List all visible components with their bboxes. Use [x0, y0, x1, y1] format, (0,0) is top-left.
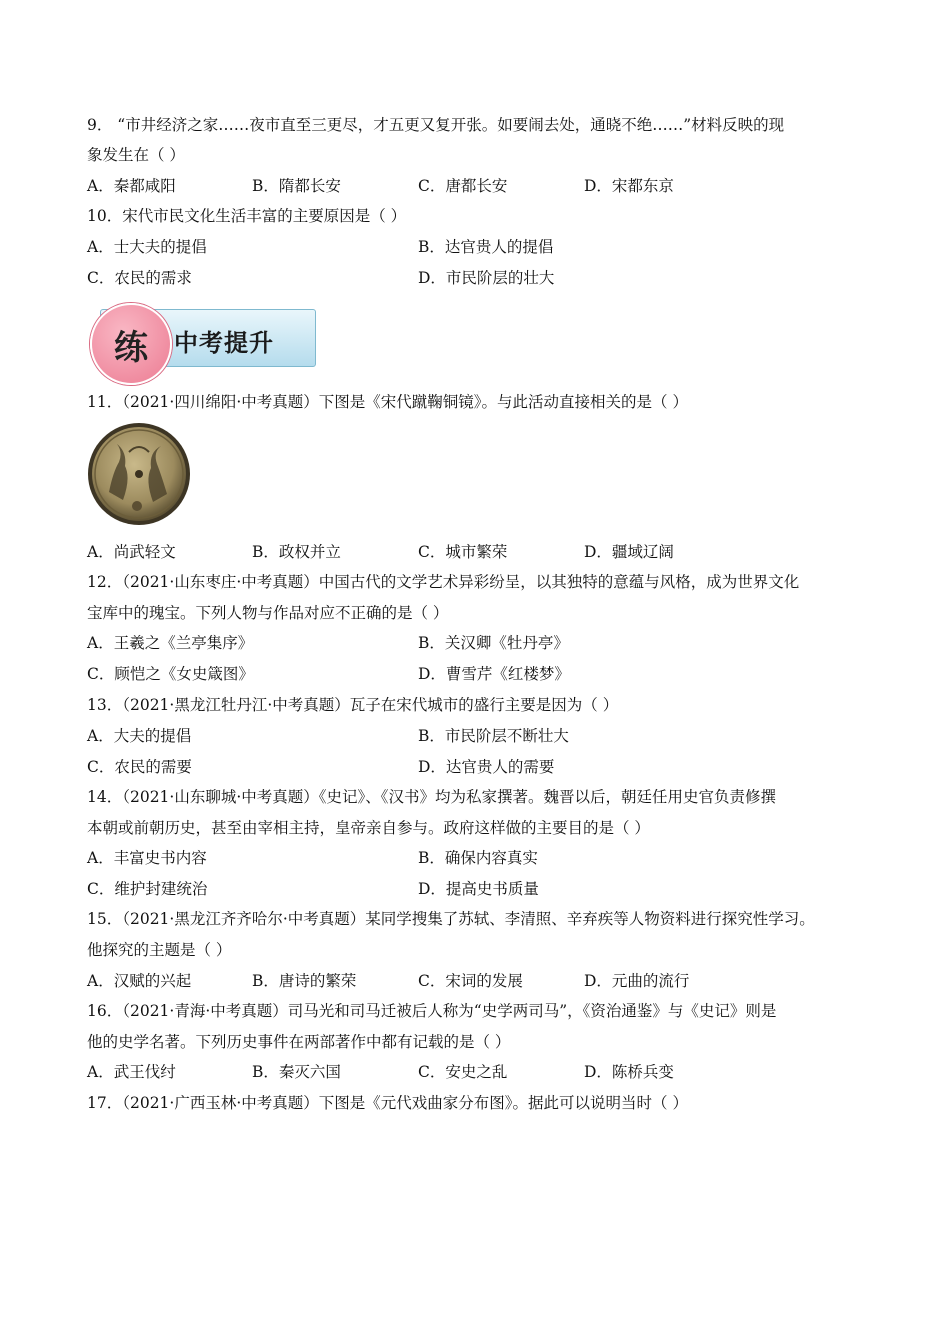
q12-option-b: B．关汉卿《牡丹亭》: [418, 634, 569, 652]
q15-stem-line1: 15．（2021·黑龙江齐齐哈尔·中考真题）某同学搜集了苏轼、李清照、辛弃疾等人物资料进行探究性学习。: [87, 910, 815, 928]
q13-stem: 13．（2021·黑龙江牡丹江·中考真题）瓦子在宋代城市的盛行主要是因为（ ）: [87, 696, 619, 714]
q16-option-a: A．武王伐纣: [87, 1063, 176, 1081]
q16-option-b: B．秦灭六国: [252, 1063, 341, 1081]
q12-option-a: A．王羲之《兰亭集序》: [87, 634, 254, 652]
q14-option-d: D．提高史书质量: [418, 880, 539, 898]
q14-stem-line2: 本朝或前朝历史，甚至由宰相主持，皇帝亲自参与。政府这样做的主要目的是（ ）: [87, 819, 650, 837]
q9-option-c: C．唐都长安: [418, 177, 508, 195]
q16-option-c: C．安史之乱: [418, 1063, 508, 1081]
q14-option-b: B．确保内容真实: [418, 849, 538, 867]
q14-option-a: A．丰富史书内容: [87, 849, 207, 867]
q9-option-d: D．宋都东京: [584, 177, 674, 195]
q9-option-a: A．秦都咸阳: [87, 177, 176, 195]
section-banner: [90, 309, 316, 367]
q15-option-a: A．汉赋的兴起: [87, 972, 192, 990]
q12-option-d: D．曹雪芹《红楼梦》: [418, 665, 570, 683]
q10-option-a: A．士大夫的提倡: [87, 238, 207, 256]
q13-option-b: B．市民阶层不断壮大: [418, 727, 569, 745]
banner-title: 中考提升: [174, 329, 274, 357]
q11-option-b: B．政权并立: [252, 543, 341, 561]
q12-stem-line2: 宝库中的瑰宝。下列人物与作品对应不正确的是（ ）: [87, 604, 449, 622]
q9-stem-line1: 9． “市井经济之家……夜市直至三更尽，才五更又复开张。如要闹去处，通晓不绝……”材料反映的现: [87, 116, 785, 134]
q16-stem-line1: 16．（2021·青海·中考真题）司马光和司马迁被后人称为“史学两司马”，《资治通鉴》与《史记》则是: [87, 1002, 777, 1020]
q11-stem: 11．（2021·四川绵阳·中考真题）下图是《宋代蹴鞠铜镜》。与此活动直接相关的是（ ）: [87, 393, 688, 411]
bronze-mirror-image: [87, 422, 191, 526]
q13-option-d: D．达官贵人的需要: [418, 758, 555, 776]
q10-option-d: D．市民阶层的壮大: [418, 269, 555, 287]
q16-option-d: D．陈桥兵变: [584, 1063, 674, 1081]
q12-option-c: C．顾恺之《女史箴图》: [87, 665, 254, 683]
q10-stem: 10．宋代市民文化生活丰富的主要原因是（ ）: [87, 207, 407, 225]
q11-option-d: D．疆域辽阔: [584, 543, 674, 561]
q10-option-b: B．达官贵人的提倡: [418, 238, 554, 256]
q16-stem-line2: 他的史学名著。下列历史事件在两部著作中都有记载的是（ ）: [87, 1033, 511, 1051]
q11-option-a: A．尚武轻文: [87, 543, 176, 561]
q13-option-a: A．大夫的提倡: [87, 727, 192, 745]
q12-stem-line1: 12．（2021·山东枣庄·中考真题）中国古代的文学艺术异彩纷呈，以其独特的意蕴与风格，成为世界文化: [87, 573, 800, 591]
q14-stem-line1: 14．（2021·山东聊城·中考真题）《史记》、《汉书》均为私家撰著。魏晋以后，朝廷任用史官负责修撰: [87, 788, 777, 806]
q15-stem-line2: 他探究的主题是（ ）: [87, 941, 232, 959]
q15-option-b: B．唐诗的繁荣: [252, 972, 357, 990]
q15-option-d: D．元曲的流行: [584, 972, 690, 990]
banner-circle-text: 练: [114, 327, 148, 368]
q15-option-c: C．宋词的发展: [418, 972, 523, 990]
q13-option-c: C．农民的需要: [87, 758, 192, 776]
q11-option-c: C．城市繁荣: [418, 543, 508, 561]
q9-option-b: B．隋都长安: [252, 177, 341, 195]
q9-stem-line2: 象发生在（ ）: [87, 146, 185, 164]
banner-circle-badge: [90, 303, 172, 385]
q10-option-c: C．农民的需求: [87, 269, 192, 287]
q14-option-c: C．维护封建统治: [87, 880, 208, 898]
q17-stem: 17．（2021·广西玉林·中考真题）下图是《元代戏曲家分布图》。据此可以说明当时（ ）: [87, 1094, 688, 1112]
